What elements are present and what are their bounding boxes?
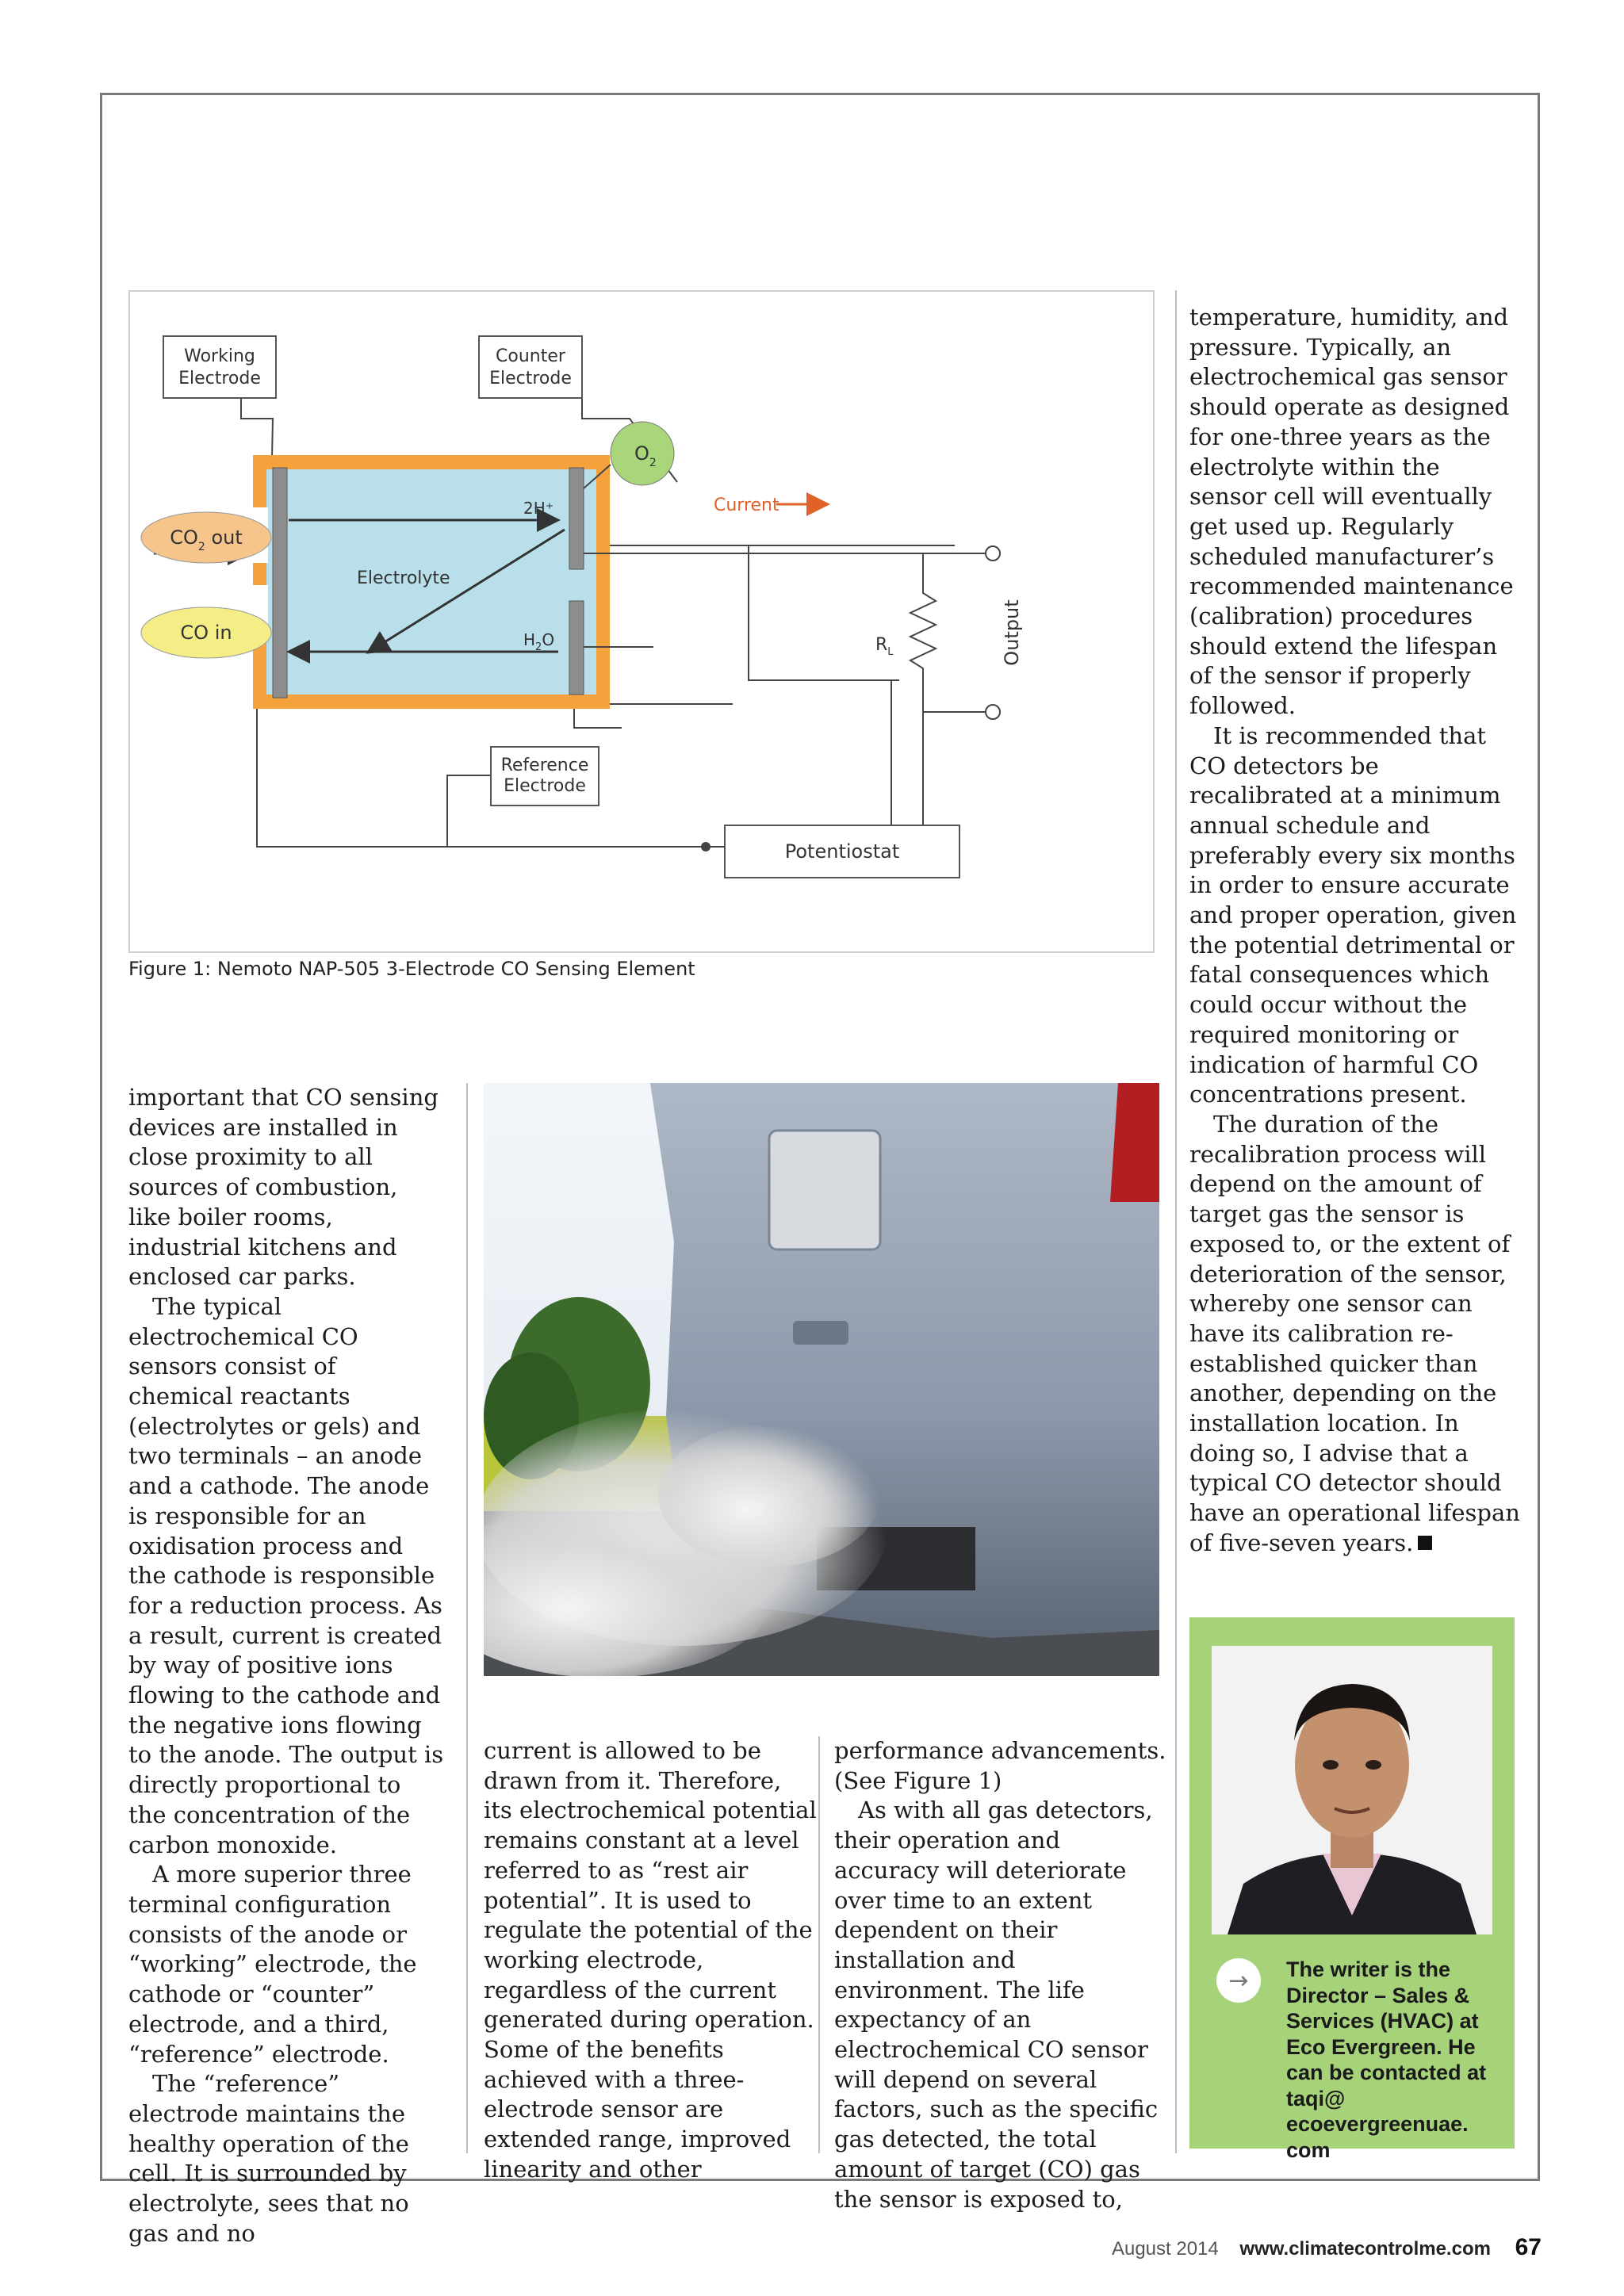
o2-label: $O_2$ — [634, 442, 657, 469]
electrolyte-label: Electrolyte — [357, 568, 450, 588]
column-2 — [484, 1736, 817, 2185]
col4-para-1: temperature, humidity, and pressure. Typically, an electrochemical gas sensor should operate as designed for one-three years as the electrolyte within the sensor cell will eventually get used up. Regularly scheduled manufacturer’s recommended maintenance (calibration) procedures should extend the lifespan of the sensor if properly followed. — [1189, 304, 1514, 720]
working-electrode-bar — [273, 468, 287, 698]
column-rule-3 — [1175, 290, 1177, 2153]
counter-electrode-label-1: Counter — [496, 346, 565, 366]
page-footer — [1112, 2234, 1542, 2261]
column-rule-1 — [466, 1083, 468, 2153]
column-rule-2 — [818, 1736, 820, 2153]
co-in-label: CO in — [180, 622, 232, 644]
rl-label: $R_L$ — [875, 635, 894, 658]
author-bio-text: The writer is the Director – Sales & Services (HVAC) at Eco Evergreen. He can be contacted at taqi@ ecoevergreenuae. com — [1286, 1957, 1487, 2162]
col4-para-3: The duration of the recalibration process will depend on the amount of target gas the sensor is exposed to, or the extent of deterioration of the sensor, whereby one sensor can have its calibration re-established quicker than another, depending on the installation location. In doing so, I advise that a typical CO detector should have an operational lifespan of five-seven years. — [1189, 1110, 1520, 1556]
column-1 — [128, 1083, 446, 2248]
author-bio-box — [1189, 1617, 1515, 2162]
col3-para-2: As with all gas detectors, their operation and accuracy will deteriorate over time to an extent dependent on their installation and environment. The life expectancy of an electrochemical CO sensor will depend on several factors, such as the specific gas detected, the total amount of target (CO) gas the sensor is exposed to, — [834, 1797, 1159, 2213]
end-mark-icon — [1418, 1536, 1432, 1550]
working-electrode-label-2: Electrode — [178, 369, 261, 388]
sensor-diagram — [130, 292, 1153, 951]
counter-electrode-bar — [569, 468, 584, 569]
co2-out-label: $CO_2$ out — [170, 526, 243, 553]
col4-para-2: It is recommended that CO detectors be recalibrated at a minimum annual schedule and preferably every six months in order to ensure accurate and proper operation, given the potential detrimental or fatal consequences which could occur without the required monitoring or indication of harmful CO concentrations present. — [1189, 721, 1517, 1108]
column-4 — [1189, 303, 1522, 1559]
potentiostat-label: Potentiostat — [784, 840, 900, 863]
counter-electrode-label-2: Electrode — [489, 369, 572, 388]
col1-para-1: important that CO sensing devices are installed in close proximity to all sources of combustion, like boiler rooms, industrial kitchens and enclosed car parks. — [128, 1084, 439, 1291]
output-label: Output — [1001, 599, 1023, 666]
current-label: Current — [714, 496, 779, 515]
hplus-label: 2H⁺ — [523, 499, 554, 518]
col1-para-4: The “reference” electrode maintains the healthy operation of the cell. It is surrounded by electrolyte, sees that no gas and no — [128, 2070, 409, 2247]
column-3 — [834, 1736, 1167, 2214]
figure-caption: Figure 1: Nemoto NAP-505 3-Electrode CO Sensing Element — [128, 958, 695, 980]
arrow-right-icon: → — [1216, 1958, 1261, 2003]
figure-1 — [128, 290, 1155, 953]
issue-date: August 2014 — [1111, 2238, 1219, 2260]
col3-para-1: performance advancements. (See Figure 1) — [834, 1737, 1166, 1794]
website-link[interactable]: www.climatecontrolme.com — [1239, 2238, 1491, 2260]
page-number: 67 — [1515, 2234, 1542, 2260]
reference-electrode-bar — [569, 601, 584, 695]
author-portrait — [1212, 1646, 1492, 1934]
reference-electrode-label-2: Electrode — [504, 776, 586, 796]
reference-electrode-label-1: Reference — [500, 756, 589, 775]
col1-para-3: A more superior three terminal configuration consists of the anode or “working” electrode, the cathode or “counter” electrode, and a third, “reference” electrode. — [128, 1861, 417, 2068]
col2-para-1: current is allowed to be drawn from it. Therefore, its electrochemical potential remains constant at a level referred to as “rest air potential”. It is used to regulate the potential of the working electrode, regardless of the current generated during operation. Some of the benefits achieved with a three-electrode sensor are extended range, improved linearity and other — [484, 1737, 817, 2183]
h2o-label: $H_2O$ — [523, 630, 555, 653]
col1-para-2: The typical electrochemical CO sensors consist of chemical reactants (electrolytes or gels) and two terminals – an anode and a cathode. The anode is responsible for an oxidisation process and the cathode is responsible for a reduction process. As a result, current is created by way of positive ions flowing to the cathode and the negative ions flowing to the anode. The output is directly proportional to the concentration of the carbon monoxide. — [128, 1292, 444, 1858]
car-exhaust-photo — [484, 1083, 1159, 1676]
working-electrode-label-1: Working — [184, 346, 255, 366]
